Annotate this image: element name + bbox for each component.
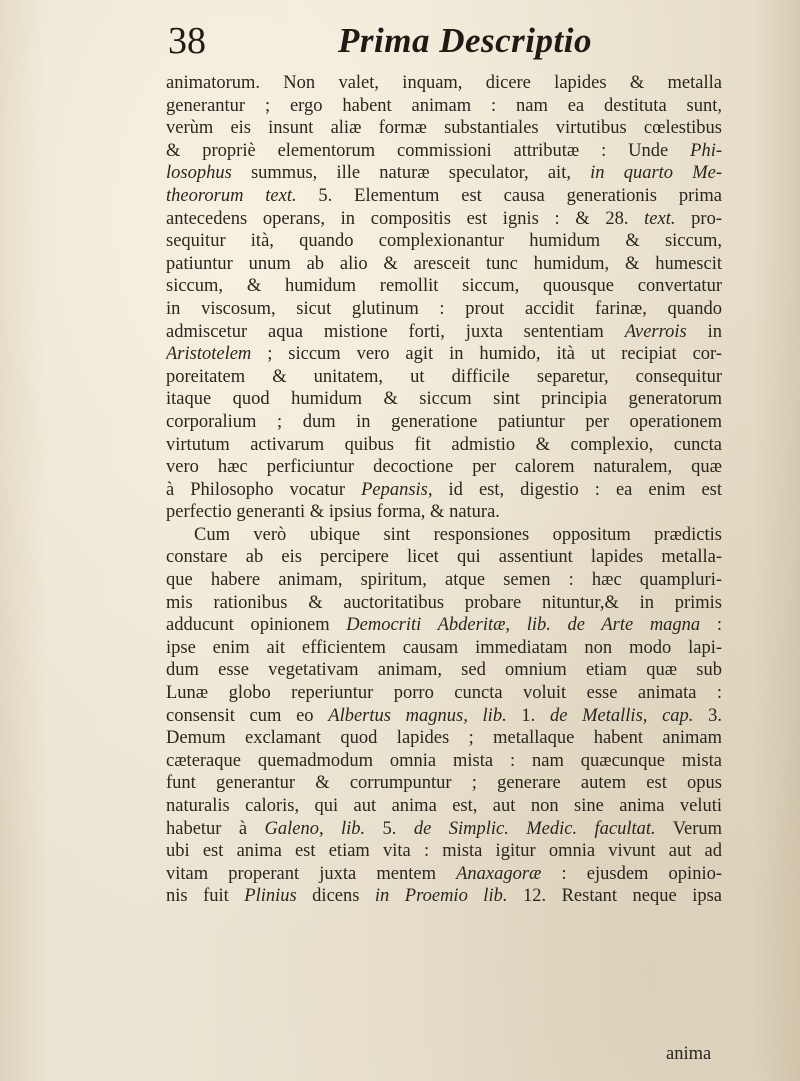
text-segment: mis rationibus & auctoritatibus probare nituntur,& in primis bbox=[166, 592, 722, 613]
text-segment: funt generantur & corrumpuntur ; generare autem est opus bbox=[166, 773, 722, 794]
text-segment: dicens bbox=[296, 886, 375, 907]
text-line bbox=[166, 456, 722, 479]
text-segment: : ejusdem opinio- bbox=[541, 863, 722, 884]
text-line bbox=[166, 343, 722, 366]
text-line bbox=[166, 818, 722, 841]
text-segment: que habere animam, spiritum, atque semen : hæc quampluri- bbox=[166, 570, 722, 591]
italic-segment: losophus bbox=[166, 163, 232, 184]
text-line bbox=[166, 479, 722, 502]
italic-segment: Pepansis, bbox=[361, 479, 433, 500]
text-segment: in bbox=[686, 321, 722, 342]
text-segment: dum esse vegetativam animam, sed omnium etiam quæ sub bbox=[166, 660, 722, 681]
text-line bbox=[166, 298, 722, 321]
text-segment: & propriè elementorum commissioni attributæ : Unde bbox=[166, 140, 691, 161]
text-segment: Verum bbox=[655, 818, 722, 839]
body-text bbox=[166, 72, 722, 908]
text-line bbox=[166, 388, 722, 411]
text-segment: 5. bbox=[365, 818, 414, 839]
text-segment: 3. bbox=[693, 705, 722, 726]
text-segment: patiuntur unum ab alio & aresceit tunc humidum, & humescit bbox=[166, 253, 722, 274]
text-segment: à Philosopho vocatur bbox=[166, 479, 362, 500]
text-line bbox=[166, 727, 722, 750]
italic-segment: Anaxagoræ bbox=[456, 863, 542, 884]
text-line bbox=[166, 546, 722, 569]
text-line bbox=[166, 614, 722, 637]
text-segment: antecedens operans, in compositis est ignis : & 28. bbox=[166, 208, 645, 229]
text-line bbox=[166, 208, 722, 231]
text-segment: nis fuit bbox=[166, 886, 245, 907]
italic-segment: Albertus magnus, lib. bbox=[328, 705, 507, 726]
text-line bbox=[166, 230, 722, 253]
text-segment: admiscetur aqua mistione forti, juxta sententiam bbox=[166, 321, 625, 342]
catchword: anima bbox=[666, 1044, 712, 1064]
text-segment: ubi est anima est etiam vita : mista igitur omnia vivunt aut ad bbox=[166, 841, 722, 862]
text-line bbox=[166, 434, 722, 457]
text-segment: 12. Restant neque ipsa bbox=[507, 886, 722, 907]
text-line bbox=[166, 275, 722, 298]
text-segment: poreitatem & unitatem, ut difficile separetur, consequitur bbox=[166, 366, 722, 387]
text-line bbox=[166, 569, 722, 592]
text-line bbox=[166, 705, 722, 728]
page-number: 38 bbox=[168, 20, 206, 62]
italic-segment: theororum text. bbox=[166, 185, 297, 206]
text-line bbox=[166, 750, 722, 773]
text-line bbox=[166, 140, 722, 163]
text-line bbox=[166, 592, 722, 615]
italic-segment: Phi- bbox=[690, 140, 722, 161]
text-line bbox=[166, 117, 722, 140]
text-line bbox=[166, 253, 722, 276]
text-line bbox=[166, 840, 722, 863]
text-segment: vero hæc perficiuntur decoctione per calorem naturalem, quæ bbox=[166, 457, 722, 478]
text-line bbox=[166, 411, 722, 434]
running-title: Prima Descriptio bbox=[338, 21, 592, 60]
italic-segment: Plinius bbox=[244, 886, 297, 907]
text-segment: constare ab eis percipere licet qui assentiunt lapides metalla- bbox=[166, 547, 722, 568]
text-line bbox=[166, 682, 722, 705]
text-segment: corporalium ; dum in generatione patiuntur per operationem bbox=[166, 411, 722, 432]
text-segment: adducunt opinionem bbox=[166, 615, 347, 636]
text-segment: generantur ; ergo habent animam : nam ea destituta sunt, bbox=[166, 95, 722, 116]
text-line bbox=[166, 863, 722, 886]
text-segment: animatorum. Non valet, inquam, dicere lapides & metalla bbox=[166, 73, 722, 93]
text-segment: 5. Elementum est causa generationis prima bbox=[296, 185, 722, 206]
italic-segment: in quarto Me- bbox=[590, 163, 722, 184]
text-segment: ; siccum vero agit in humido, ità ut recipiat cor- bbox=[251, 344, 722, 365]
italic-segment: in Proemio lib. bbox=[374, 886, 508, 907]
text-segment: Cum verò ubique sint responsiones oppositum prædictis bbox=[194, 524, 722, 545]
text-line bbox=[166, 95, 722, 118]
italic-segment: Aristotelem bbox=[166, 344, 252, 365]
text-segment: vitam properant juxta mentem bbox=[166, 863, 457, 884]
text-segment: perfectio generanti & ipsius forma, & natura. bbox=[166, 502, 500, 523]
text-line bbox=[166, 795, 722, 818]
italic-segment: text. bbox=[644, 208, 676, 229]
text-segment: habetur à bbox=[166, 818, 265, 839]
text-line bbox=[166, 885, 722, 908]
text-line bbox=[166, 772, 722, 795]
italic-segment: de Simplic. Medic. facultat. bbox=[413, 818, 656, 839]
text-segment: verùm eis insunt aliæ formæ substantiales virtutibus cœlestibus bbox=[166, 118, 722, 139]
text-segment: : bbox=[700, 615, 722, 636]
text-line bbox=[166, 501, 722, 524]
text-segment: 1. bbox=[506, 705, 550, 726]
text-segment: cæteraque quemadmodum omnia mista : nam quæcunque mista bbox=[166, 750, 722, 771]
text-segment: consensit cum eo bbox=[166, 705, 329, 726]
text-line bbox=[166, 321, 722, 344]
page-header bbox=[168, 18, 728, 68]
text-segment: Lunæ globo reperiuntur porro cuncta voluit esse animata : bbox=[166, 683, 722, 704]
text-segment: siccum, & humidum remollit siccum, quousque convertatur bbox=[166, 276, 722, 297]
text-segment: summus, ille naturæ speculator, ait, bbox=[231, 163, 591, 184]
text-segment: virtutum activarum quibus fit admistio & complexio, cuncta bbox=[166, 434, 722, 455]
italic-segment: de Metallis, cap. bbox=[549, 705, 694, 726]
text-line bbox=[166, 366, 722, 389]
text-line bbox=[166, 637, 722, 660]
text-line bbox=[166, 72, 722, 95]
italic-segment: Democriti Abderitæ, lib. de Arte magna bbox=[346, 615, 701, 636]
text-segment: Demum exclamant quod lapides ; metallaque habent animam bbox=[166, 728, 722, 749]
text-line bbox=[166, 185, 722, 208]
text-segment: ipse enim ait efficientem causam immediatam non modo lapi- bbox=[166, 637, 722, 658]
text-line bbox=[166, 162, 722, 185]
text-segment: itaque quod humidum & siccum sint principia generatorum bbox=[166, 389, 722, 410]
text-segment: in viscosum, sicut glutinum : prout accidit farinæ, quando bbox=[166, 298, 722, 319]
text-segment: id est, digestio : ea enim est bbox=[432, 479, 722, 500]
text-segment: sequitur ità, quando complexionantur humidum & siccum, bbox=[166, 231, 722, 252]
text-segment: pro- bbox=[675, 208, 722, 229]
text-line bbox=[166, 524, 722, 547]
italic-segment: Averrois bbox=[624, 321, 687, 342]
text-segment: naturalis caloris, qui aut anima est, aut non sine anima veluti bbox=[166, 796, 722, 816]
text-line bbox=[166, 659, 722, 682]
italic-segment: Galeno, lib. bbox=[264, 818, 366, 839]
